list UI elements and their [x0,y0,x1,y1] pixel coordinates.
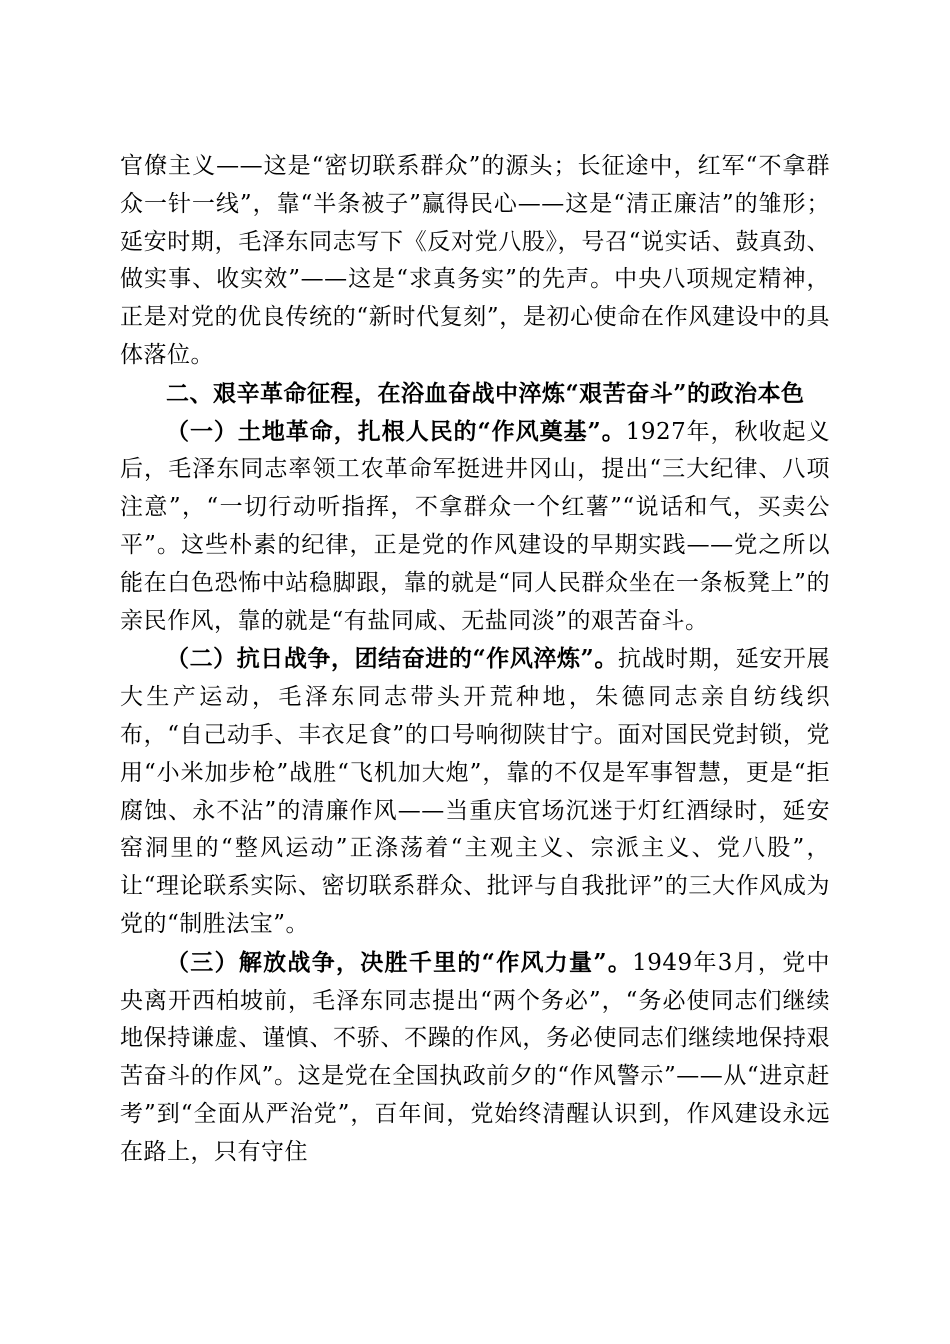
subsection-body-3: 1949年3月，党中央离开西柏坡前，毛泽东同志提出“两个务必”，“务必使同志们继续地保持谦虚、谨慎、不骄、不躁的作风，务必使同志们继续地保持艰苦奋斗的作风”。这是党在全国执政前夕的“作风警示”——从“进京赶考”到“全面从严治党”，百年间，党始终清醒认识到，作风建设永远在路上，只有守住 [120,949,830,1165]
continuation-paragraph: 官僚主义——这是“密切联系群众”的源头；长征途中，红军“不拿群众一针一线”，靠“半条被子”赢得民心——这是“清正廉洁”的雏形；延安时期，毛泽东同志写下《反对党八股》，号召“说实话、鼓真劲、做实事、收实效”——这是“求真务实”的先声。中央八项规定精神，正是对党的优良传统的“新时代复刻”，是初心使命在作风建设中的具体落位。 [120,153,830,368]
subsection-heading-1: （一）土地革命，扎根人民的“作风奠基”。 [166,417,626,445]
subsection-paragraph-1 [120,413,830,641]
document-page [120,148,830,1172]
subsection-body-1: 1927年，秋收起义后，毛泽东同志率领工农革命军挺进井冈山，提出“三大纪律、八项注意”，“一切行动听指挥，不拿群众一个红薯”“说话和气，买卖公平”。这些朴素的纪律，正是党的作风建设的早期实践——党之所以能在白色恐怖中站稳脚跟，靠的就是“同人民群众坐在一条板凳上”的亲民作风，靠的就是“有盐同咸、无盐同淡”的艰苦奋斗。 [120,418,830,634]
subsection-paragraph-3 [120,944,830,1172]
subsection-heading-2: （二）抗日战争，团结奋进的“作风淬炼”。 [166,645,618,673]
subsection-body-2: 抗战时期，延安开展大生产运动，毛泽东同志带头开荒种地，朱德同志亲自纺线织布，“自己动手、丰衣足食”的口号响彻陕甘宁。面对国民党封锁，党用“小米加步枪”战胜“飞机加大炮”，靠的不仅是军事智慧，更是“拒腐蚀、永不沾”的清廉作风——当重庆官场沉迷于灯红酒绿时，延安窑洞里的“整风运动”正涤荡着“主观主义、宗派主义、党八股”，让“理论联系实际、密切联系群众、批评与自我批评”的三大作风成为党的“制胜法宝”。 [120,646,831,937]
section-heading: 二、艰辛革命征程，在浴血奋战中淬炼“艰苦奋斗”的政治本色 [166,379,805,407]
subsection-heading-3: （三）解放战争，决胜千里的“作风力量”。 [166,948,633,976]
subsection-paragraph-2 [120,640,830,943]
